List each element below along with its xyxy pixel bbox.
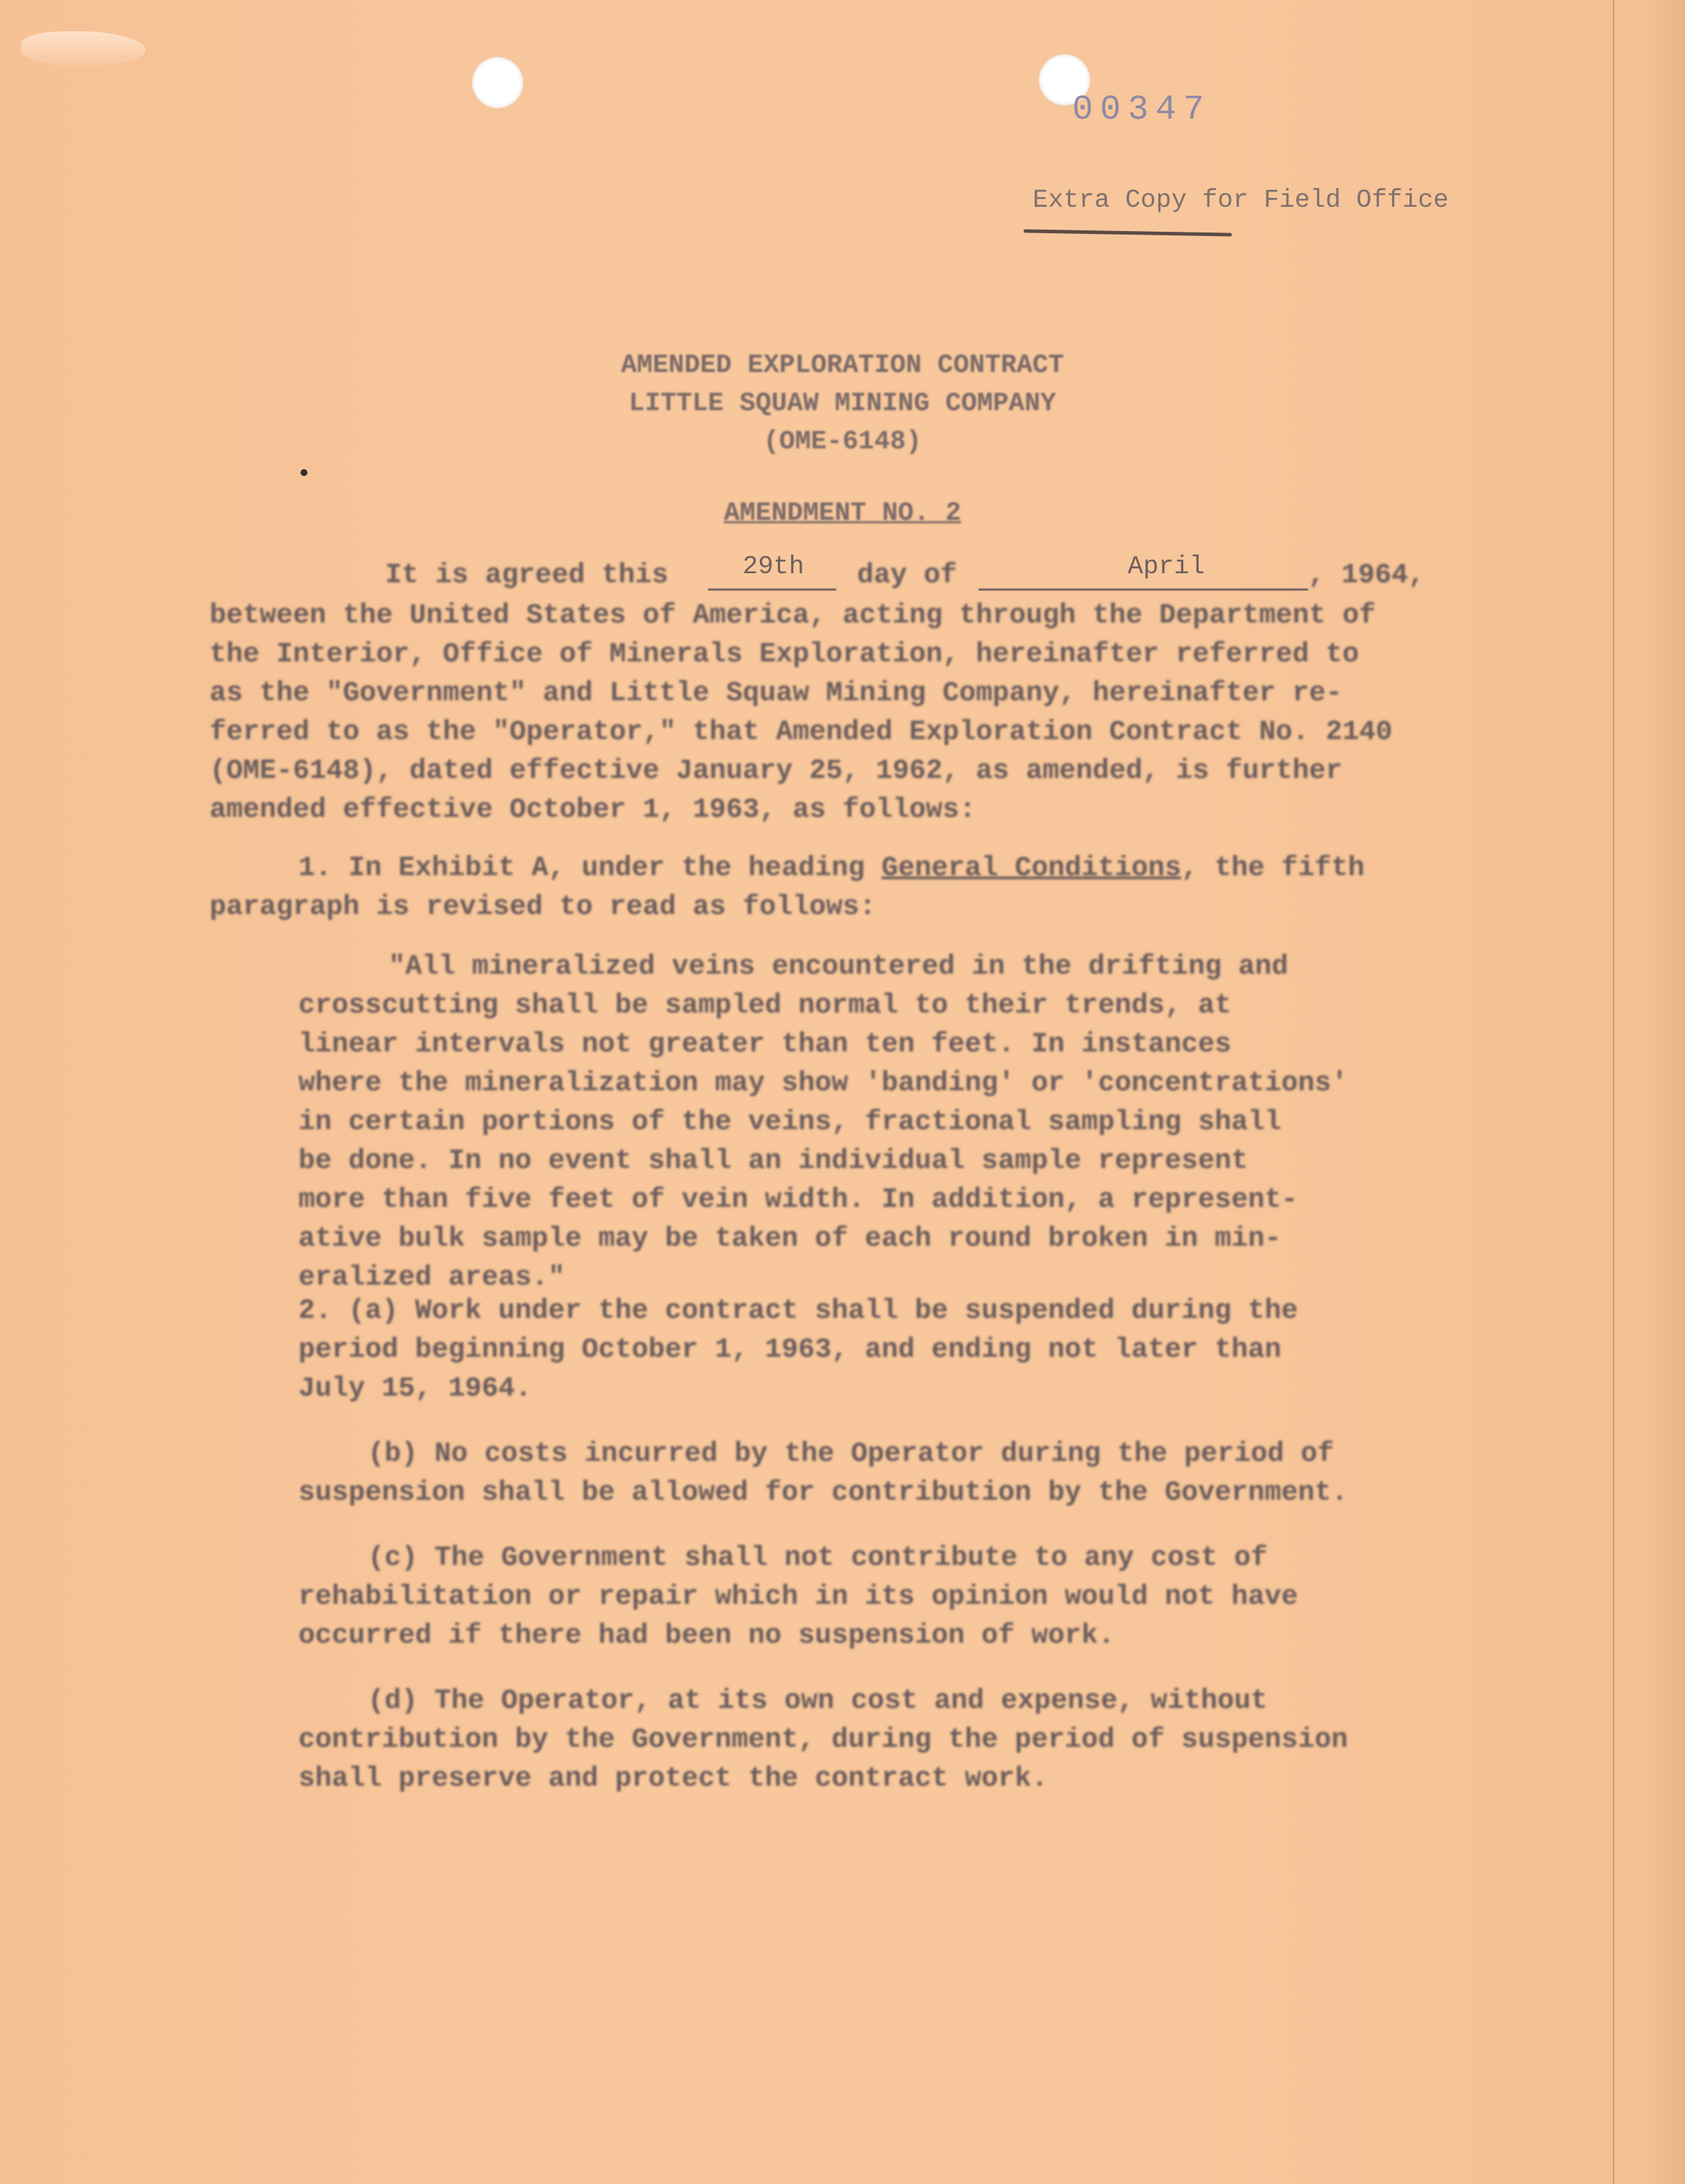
quote-line-8: ative bulk sample may be taken of each round broken in min- <box>298 1224 1282 1255</box>
intro-day: 29th <box>743 552 804 582</box>
quote-line-2: crosscutting shall be sampled normal to their trends, at <box>298 990 1232 1022</box>
intro-line-7: amended effective October 1, 1963, as follows: <box>210 795 976 826</box>
intro-line-3: the Interior, Office of Minerals Exploration, hereinafter referred to <box>210 639 1360 670</box>
ink-dot <box>300 469 307 476</box>
quote-line-3: linear intervals not greater than ten feet. In instances <box>298 1029 1232 1060</box>
item2c-line-1: (c) The Government shall not contribute to any cost of <box>368 1543 1268 1574</box>
item2d-line-2: contribution by the Government, during the period of suspension <box>298 1725 1348 1756</box>
item2d-line-1: (d) The Operator, at its own cost and expense, without <box>368 1686 1268 1717</box>
quote-line-4: where the mineralization may show 'banding' or 'concentrations' <box>298 1068 1348 1099</box>
month-blank-line <box>979 589 1308 591</box>
item2c-line-3: occurred if there had been no suspension of work. <box>298 1620 1115 1652</box>
intro-month: April <box>1128 552 1205 582</box>
item2a-line-3: July 15, 1964. <box>298 1373 532 1405</box>
intro-line-5: ferred to as the "Operator," that Amended Exploration Contract No. 2140 <box>210 717 1393 748</box>
quote-line-5: in certain portions of the veins, fractional sampling shall <box>298 1107 1282 1138</box>
item2d-line-3: shall preserve and protect the contract work. <box>298 1763 1049 1795</box>
intro-line-6: (OME-6148), dated effective January 25, 1962, as amended, is further <box>210 756 1343 787</box>
intro-day-of: day of <box>857 560 958 591</box>
page-edge-shadow <box>1643 0 1685 2184</box>
intro-year: , 1964, <box>1308 560 1425 591</box>
page-fold-line <box>1613 0 1614 2184</box>
item1-lead: 1. In Exhibit A, under the heading <box>298 853 865 884</box>
item2a-line-2: period beginning October 1, 1963, and ending not later than <box>298 1335 1282 1366</box>
intro-line-4: as the "Government" and Little Squaw Mining Company, hereinafter re- <box>210 678 1343 709</box>
item2b-line-1: (b) No costs incurred by the Operator during the period of <box>368 1439 1335 1470</box>
contract-number: (OME-6148) <box>763 427 922 457</box>
document-stamp-number: 00347 <box>1072 90 1212 130</box>
quote-line-6: be done. In no event shall an individual sample represent <box>298 1146 1248 1177</box>
amendment-number: AMENDMENT NO. 2 <box>723 498 962 528</box>
item1-tail: , the fifth <box>1181 853 1365 884</box>
item1-heading-ref: General Conditions <box>881 853 1182 884</box>
quote-line-7: more than five feet of vein width. In addition, a represent- <box>298 1185 1298 1216</box>
quote-line-1: "All mineralized veins encountered in the drifting and <box>389 951 1289 983</box>
intro-lead: It is agreed this <box>385 560 669 591</box>
item1-line-1 <box>298 855 1364 883</box>
item2c-line-2: rehabilitation or repair which in its opinion would not have <box>298 1582 1298 1613</box>
quote-line-9: eralized areas." <box>298 1262 566 1294</box>
torn-corner <box>21 31 146 66</box>
intro-line-2: between the United States of America, acting through the Department of <box>210 600 1376 632</box>
company-name: LITTLE SQUAW MINING COMPANY <box>629 389 1056 418</box>
day-blank-line <box>708 589 836 591</box>
handwritten-rule <box>1024 229 1232 236</box>
item2b-line-2: suspension shall be allowed for contribution by the Government. <box>298 1478 1348 1509</box>
item1-line-2: paragraph is revised to read as follows: <box>210 892 877 923</box>
punch-hole-left <box>472 57 523 108</box>
item2a-line-1: 2. (a) Work under the contract shall be suspended during the <box>298 1296 1298 1327</box>
field-office-note: Extra Copy for Field Office <box>1033 186 1449 215</box>
contract-title: AMENDED EXPLORATION CONTRACT <box>620 350 1065 380</box>
